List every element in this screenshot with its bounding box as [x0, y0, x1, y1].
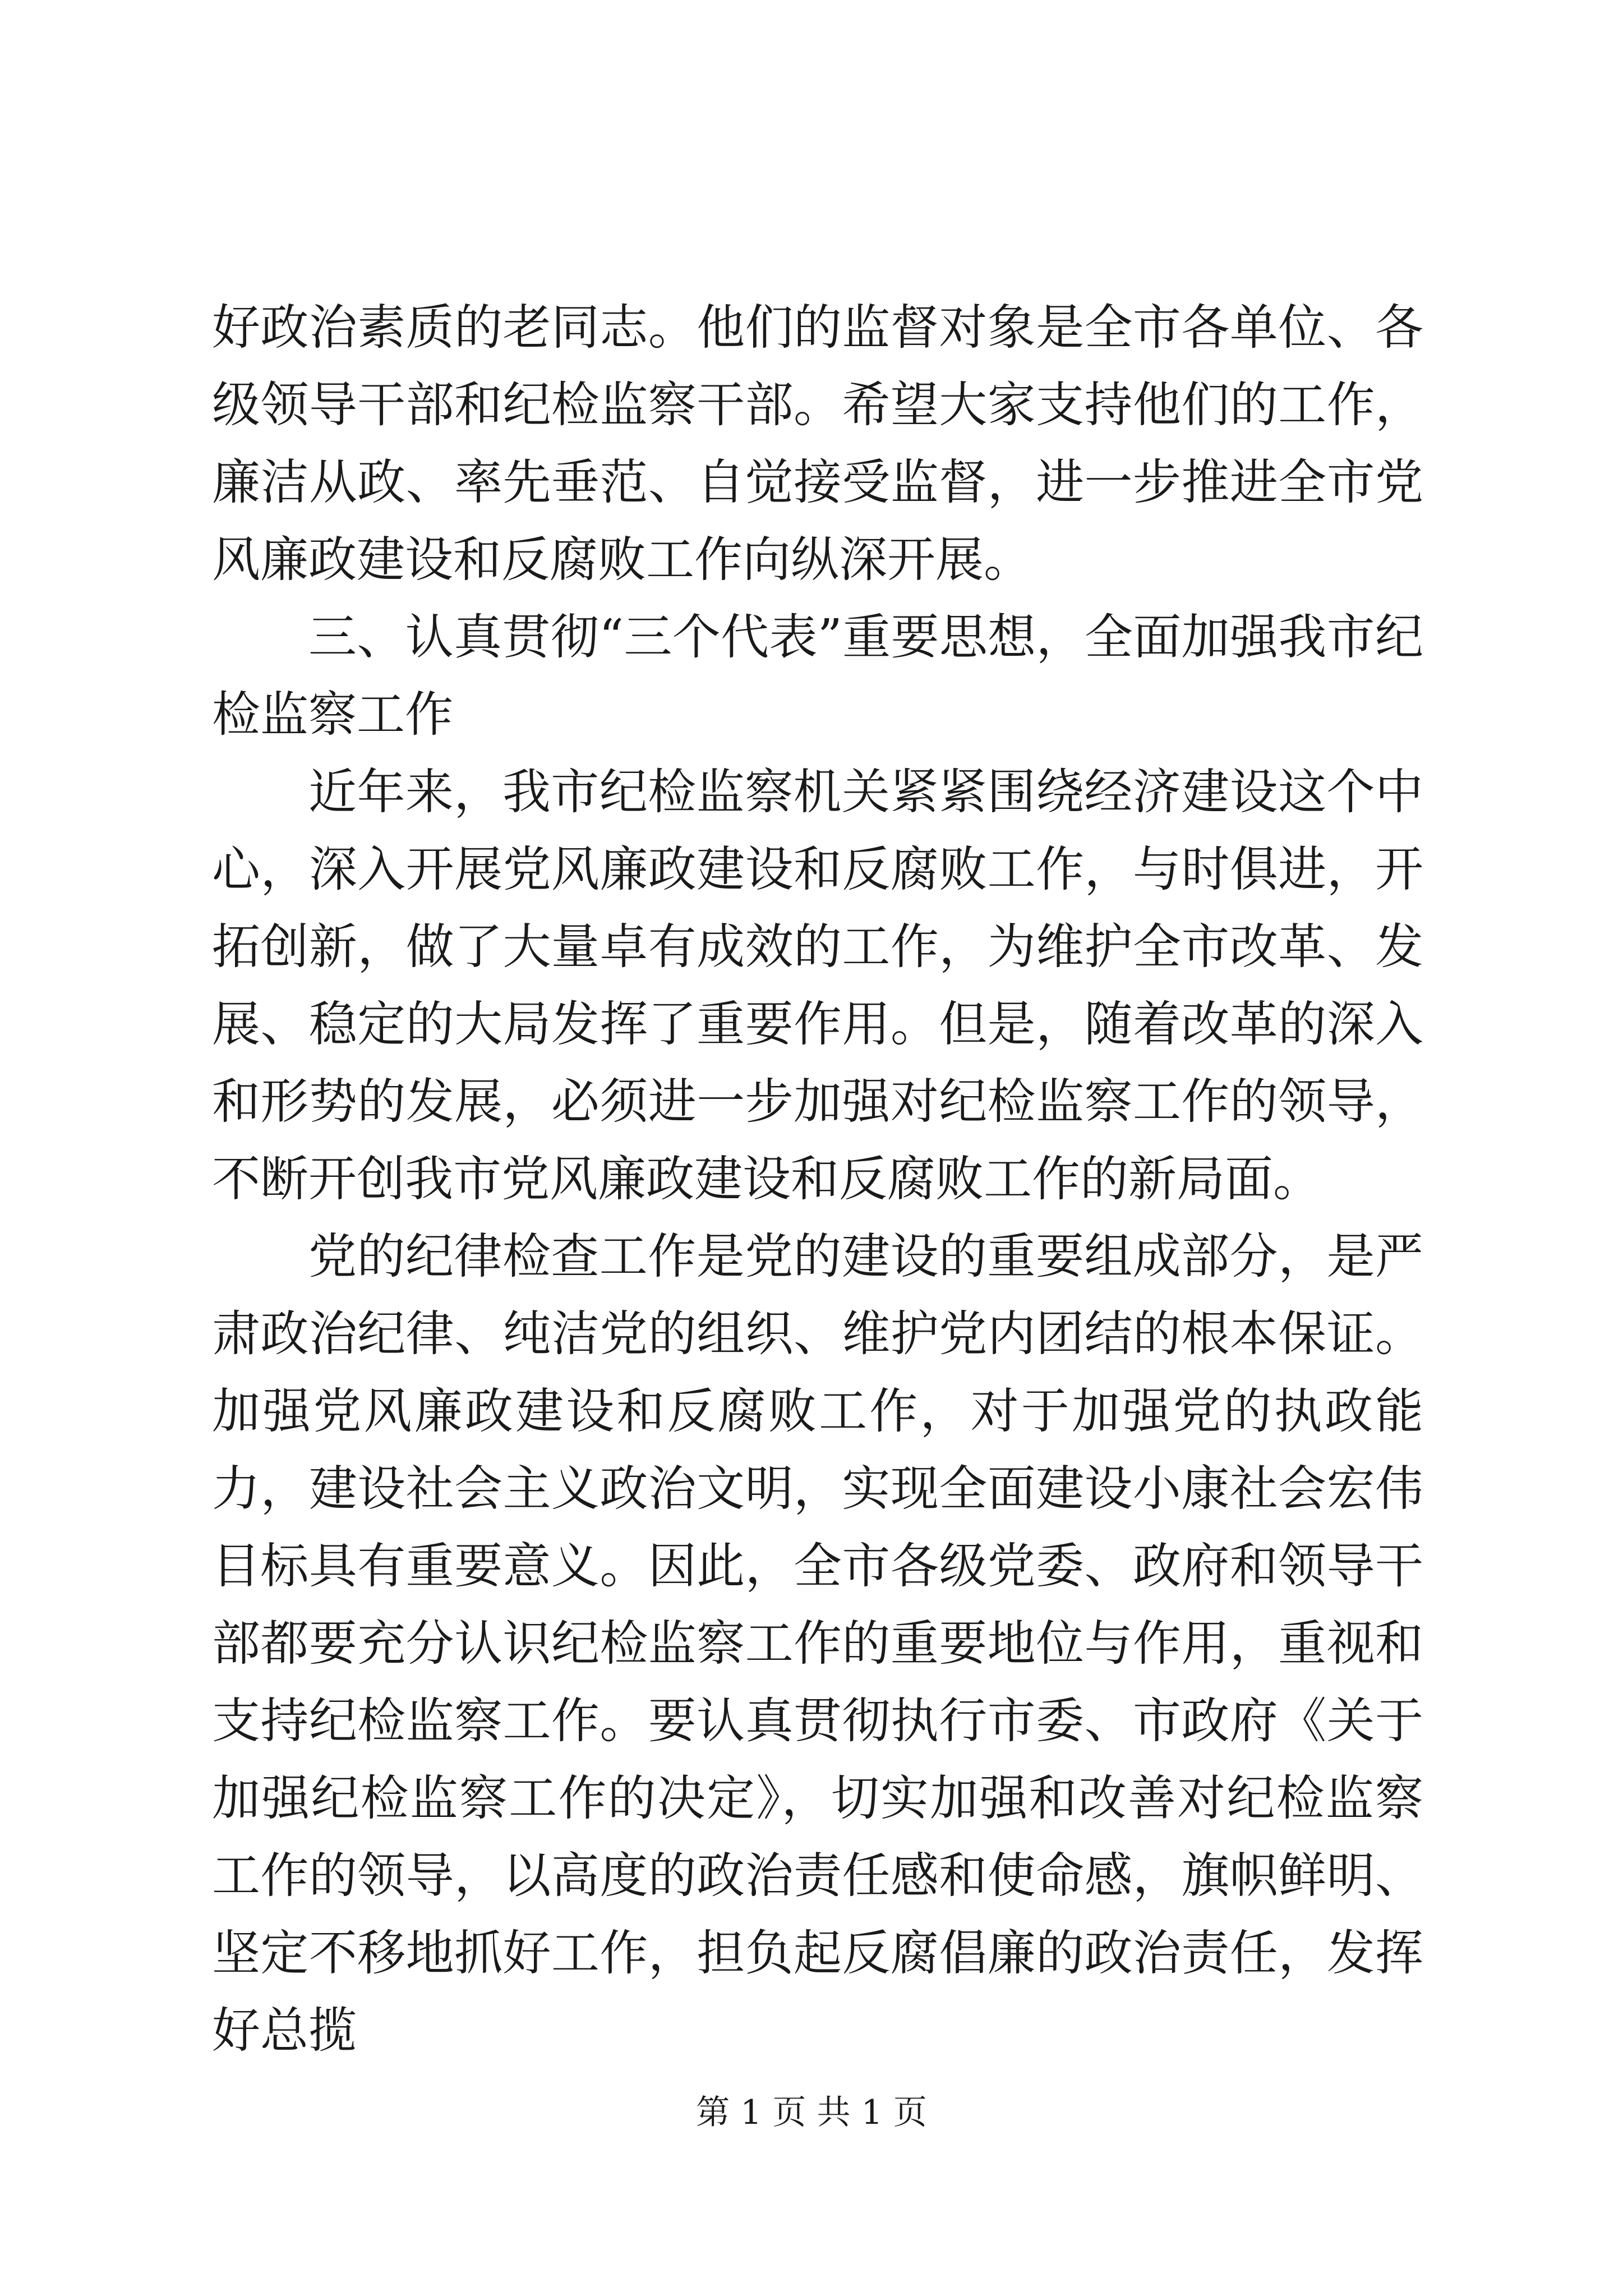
- document-body: [212, 289, 1423, 2069]
- page-footer: 第 1 页 共 1 页: [696, 2093, 927, 2132]
- paragraph-continuation: 好政治素质的老同志。他们的监督对象是全市各单位、各级领导干部和纪检监察干部。希望大家支持他们的工作，廉洁从政、率先垂范、自觉接受监督，进一步推进全市党风廉政建设和反腐败工作向纵深开展。: [212, 300, 1423, 588]
- paragraph-discipline-inspection: 党的纪律检查工作是党的建设的重要组成部分，是严肃政治纪律、纯洁党的组织、维护党内团结的根本保证。加强党风廉政建设和反腐败工作，对于加强党的执政能力，建设社会主义政治文明，实现全面建设小康社会宏伟目标具有重要意义。因此，全市各级党委、政府和领导干部都要充分认识纪检监察工作的重要地位与作用，重视和支持纪检监察工作。要认真贯彻执行市委、市政府《关于加强纪检监察工作的决定》，切实加强和改善对纪检监察工作的领导，以高度的政治责任感和使命感，旗帜鲜明、坚定不移地抓好工作，担负起反腐倡廉的政治责任，发挥好总揽: [212, 1228, 1423, 2059]
- section-heading-three: 三、认真贯彻“三个代表”重要思想，全面加强我市纪检监察工作: [212, 609, 1423, 743]
- paragraph-recent-years: 近年来，我市纪检监察机关紧紧围绕经济建设这个中心，深入开展党风廉政建设和反腐败工作，与时俱进，开拓创新，做了大量卓有成效的工作，为维护全市改革、发展、稳定的大局发挥了重要作用。但是，随着改革的深入和形势的发展，必须进一步加强对纪检监察工作的领导，不断开创我市党风廉政建设和反腐败工作的新局面。: [212, 764, 1423, 1207]
